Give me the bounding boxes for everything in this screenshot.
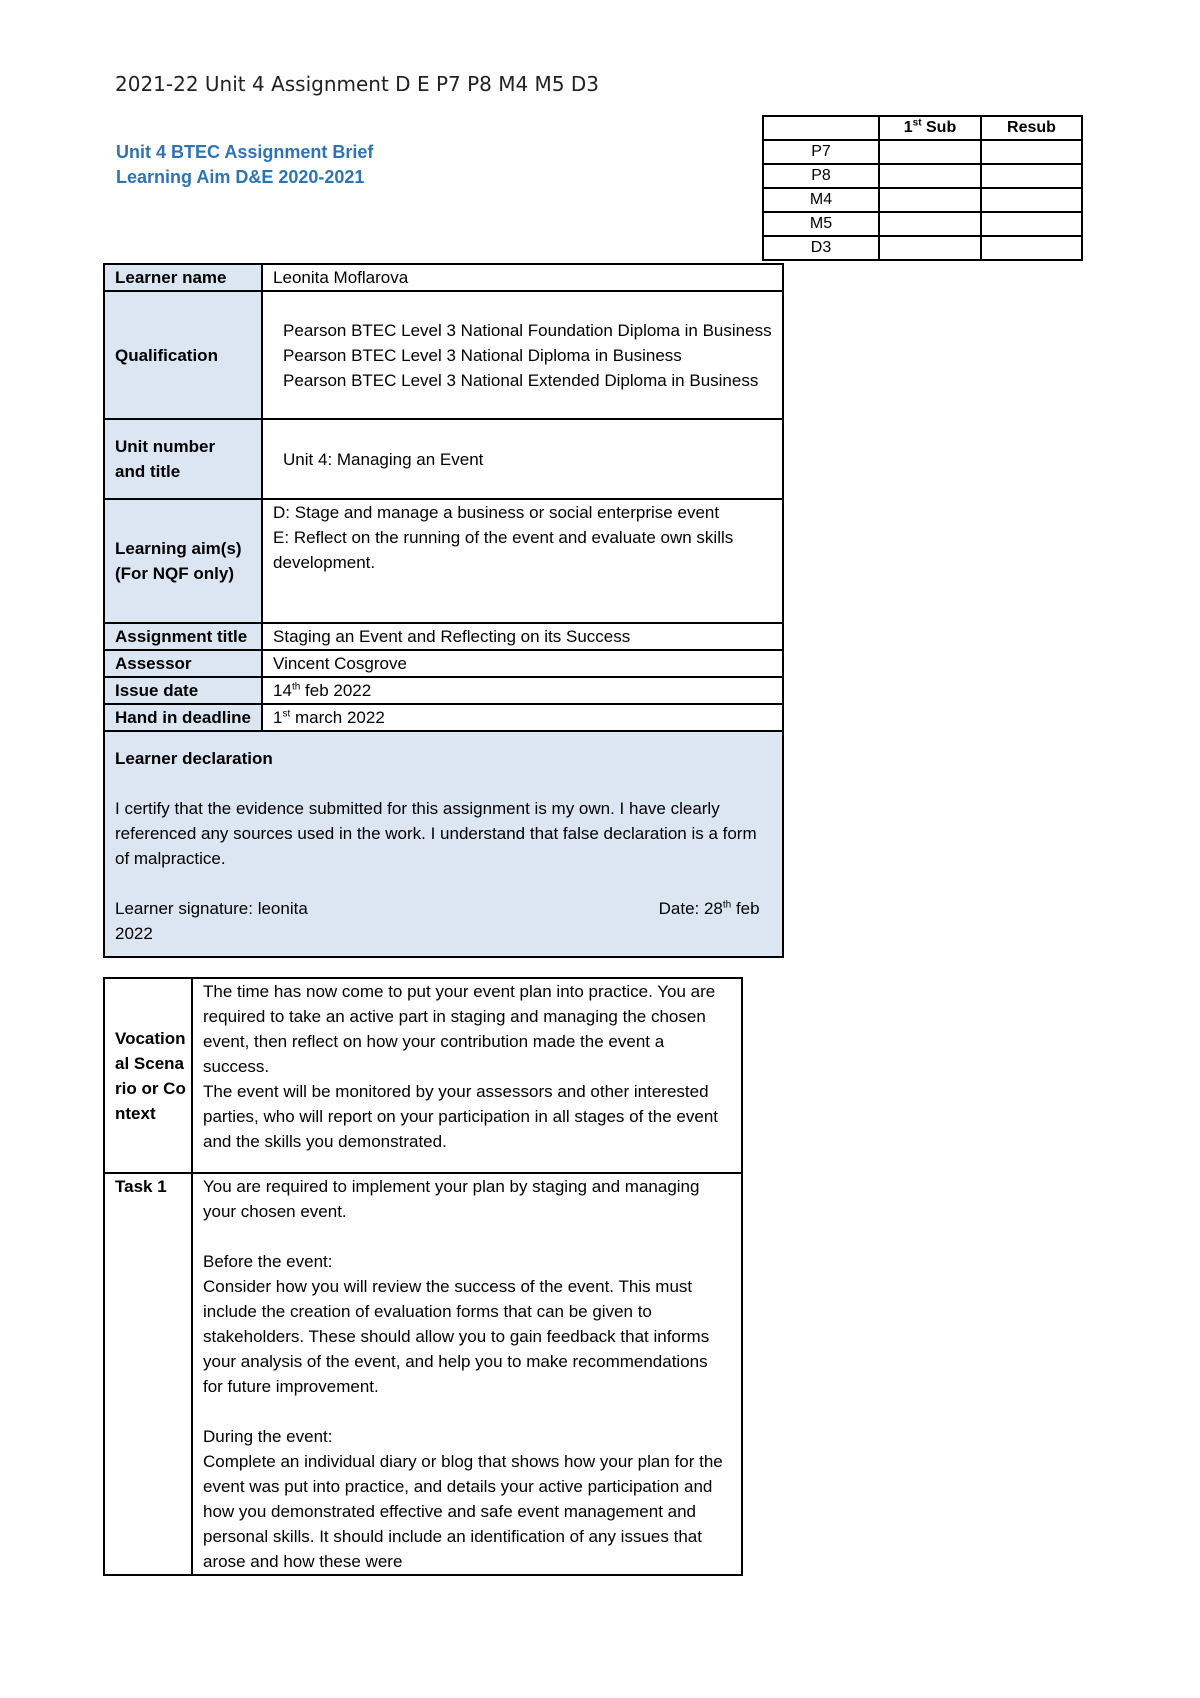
grade-row (763, 188, 1082, 212)
task1-row (104, 1173, 742, 1575)
grade-row (763, 164, 1082, 188)
learning-aims-label (104, 499, 262, 623)
task-table (103, 977, 743, 1576)
signature-line (115, 896, 772, 921)
assessor-row (104, 650, 783, 677)
scenario-paragraph: The event will be monitored by your assessors and other interested parties, who will report on your participation in all stages of the event and the skills you demonstrated. (203, 1082, 718, 1151)
grade-label: D3 (763, 236, 879, 260)
grades-header-row (763, 116, 1082, 140)
grade-cell[interactable] (981, 140, 1082, 164)
scenario-paragraph: The time has now come to put your event plan into practice. You are required to take an active part in staging and managing the chosen event, then reflect on how your contribution made the event a success. (203, 982, 716, 1076)
learning-aims-label-line: Learning aim(s) (115, 539, 242, 558)
grade-cell[interactable] (879, 140, 981, 164)
issue-date-row (104, 677, 783, 704)
learning-aims-row (104, 499, 783, 623)
unit-row (104, 419, 783, 499)
declaration-row (104, 731, 783, 957)
before-event-heading: Before the event: (203, 1252, 333, 1271)
assignment-title-value: Staging an Event and Reflecting on its Success (262, 623, 783, 650)
deadline-label: Hand in deadline (104, 704, 262, 731)
scenario-label: Vocational Scenario or Context (104, 978, 192, 1173)
scenario-row (104, 978, 742, 1173)
deadline-value: 1st march 2022 (262, 704, 783, 731)
grade-cell[interactable] (981, 164, 1082, 188)
task1-intro: You are required to implement your plan by staging and managing your chosen event. (203, 1177, 700, 1221)
grade-label: P8 (763, 164, 879, 188)
assignment-title-row (104, 623, 783, 650)
learning-aim-e: E: Reflect on the running of the event and evaluate own skills development. (273, 528, 734, 572)
grade-cell[interactable] (981, 212, 1082, 236)
grades-table (762, 115, 1083, 261)
resub-header: Resub (981, 116, 1082, 140)
qualification-label: Qualification (104, 291, 262, 419)
during-event-text: Complete an individual diary or blog that shows how your plan for the event was put into practice, and details your active participation and how you demonstrated effective and safe event management and personal skills. It should include an identification of any issues that arose and how these were (203, 1452, 723, 1571)
learner-name-row (104, 264, 783, 291)
unit-label-line: Unit number (115, 437, 216, 456)
declaration-date: Date: 28th feb (658, 899, 760, 918)
qualification-value (262, 291, 783, 419)
during-event-heading: During the event: (203, 1427, 333, 1446)
before-event-text: Consider how you will review the success of the event. This must include the creation of evaluation forms that can be given to stakeholders. These should allow you to gain feedback that informs your analysis of the event, and help you to make recommendations for future improvement. (203, 1277, 710, 1396)
unit-title (262, 419, 783, 499)
unit-title-text: Unit 4: Managing an Event (283, 449, 484, 469)
unit-label (104, 419, 262, 499)
learner-name-label: Learner name (104, 264, 262, 291)
assessor-label: Assessor (104, 650, 262, 677)
learner-name-value: Leonita Moflarova (262, 264, 783, 291)
learning-aim-d: D: Stage and manage a business or social enterprise event (273, 503, 720, 522)
grade-label: M5 (763, 212, 879, 236)
learning-aims-label-line: (For NQF only) (115, 564, 234, 583)
learner-declaration (104, 731, 783, 957)
assignment-info-table (103, 263, 784, 958)
deadline-row (104, 704, 783, 731)
qualification-row (104, 291, 783, 419)
qualification-item: Pearson BTEC Level 3 National Diploma in Business (283, 345, 682, 365)
assessor-value: Vincent Cosgrove (262, 650, 783, 677)
assignment-title-label: Assignment title (104, 623, 262, 650)
grade-cell[interactable] (981, 236, 1082, 260)
grade-cell[interactable] (879, 236, 981, 260)
learner-signature: Learner signature: leonita (115, 899, 308, 918)
grade-cell[interactable] (879, 188, 981, 212)
declaration-text: I certify that the evidence submitted for this assignment is my own. I have clearly referenced any sources used in the work. I understand that false declaration is a form of malpractice. (115, 799, 757, 868)
grade-label: M4 (763, 188, 879, 212)
declaration-heading: Learner declaration (115, 749, 273, 768)
grade-label: P7 (763, 140, 879, 164)
brief-title-line1: Unit 4 BTEC Assignment Brief (116, 142, 374, 162)
grades-corner-cell (763, 116, 879, 140)
learning-aims-value (262, 499, 783, 623)
grade-row (763, 236, 1082, 260)
grade-cell[interactable] (879, 212, 981, 236)
scenario-text (192, 978, 742, 1173)
task1-text (192, 1173, 742, 1575)
grade-cell[interactable] (981, 188, 1082, 212)
grade-row (763, 140, 1082, 164)
grade-cell[interactable] (879, 164, 981, 188)
grade-row (763, 212, 1082, 236)
first-sub-header: 1st Sub (879, 116, 981, 140)
issue-date-label: Issue date (104, 677, 262, 704)
task1-label: Task 1 (104, 1173, 192, 1575)
brief-title-line2: Learning Aim D&E 2020-2021 (116, 167, 365, 187)
document-header: 2021-22 Unit 4 Assignment D E P7 P8 M4 M5 D3 (115, 72, 600, 96)
issue-date-value: 14th feb 2022 (262, 677, 783, 704)
brief-title (116, 140, 373, 190)
qualification-item: Pearson BTEC Level 3 National Foundation Diploma in Business (283, 320, 772, 340)
qualification-item: Pearson BTEC Level 3 National Extended Diploma in Business (283, 370, 759, 390)
declaration-date-year: 2022 (115, 924, 153, 943)
unit-label-line: and title (115, 462, 181, 481)
